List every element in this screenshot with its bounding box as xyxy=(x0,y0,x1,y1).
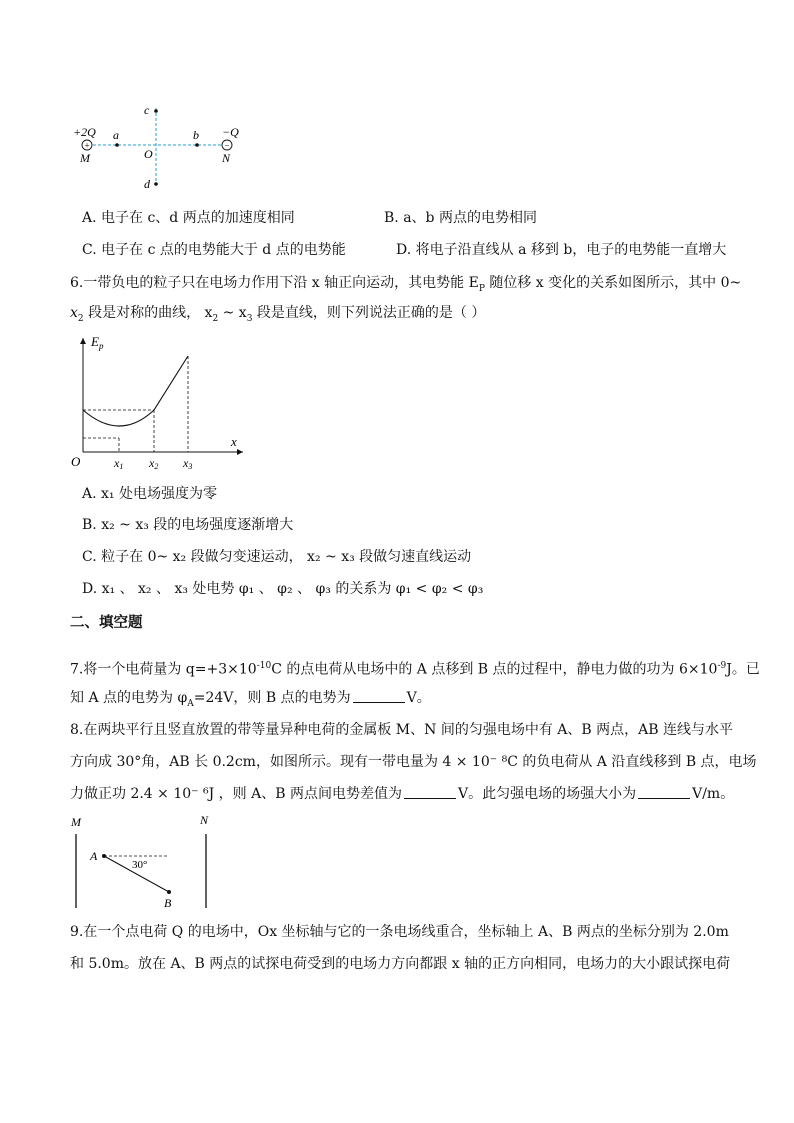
point-a-dot xyxy=(115,143,119,147)
q6-option-a: A. x₁ 处电场强度为零 xyxy=(82,486,217,502)
q6-ep-graph xyxy=(68,330,253,472)
q6-option-d: D. x₁ 、 x₂ 、 x₃ 处电势 φ₁ 、 φ₂ 、 φ₃ 的关系为 φ₁ < φ₂ < φ₃ xyxy=(82,581,484,597)
charge-n-label: −Q xyxy=(222,125,239,139)
charge-n-sign: − xyxy=(224,140,230,151)
point-a-dot xyxy=(102,854,106,858)
q7-line2-sub: A xyxy=(187,698,194,709)
label-b: B xyxy=(164,896,172,910)
q8-line3-b: V。此匀强电场的场强大小为 xyxy=(457,786,637,802)
q7-line1-sup2: -9 xyxy=(717,661,727,671)
label-a: A xyxy=(90,849,98,863)
graph-ylabel-sub: p xyxy=(98,341,104,351)
graph-xlabel: x xyxy=(231,434,237,449)
q6-stem-line1 xyxy=(70,273,741,299)
q7-line1-b: C 的点电荷从电场中的 A 点移到 B 点的过程中，静电力做的功为 6×10 xyxy=(271,661,718,678)
q6-option-b: B. x₂ ~ x₃ 段的电场强度逐渐增大 xyxy=(82,517,294,533)
q7-line1-a: 7.将一个电荷量为 q=+3×10 xyxy=(70,661,257,678)
q7-line2-b: =24V，则 B 点的电势为 xyxy=(193,690,351,706)
q9-line1: 9.在一个点电荷 Q 的电场中，Ox 坐标轴与它的一条电场线重合，坐标轴上 A、B 两点的坐标分别为 2.0m xyxy=(70,924,729,940)
q8-blank-voltage[interactable] xyxy=(404,785,456,799)
q6-stem-line1-sub: P xyxy=(478,283,485,294)
q6-stem-line2-end: 段是直线，则下列说法正确的是（ ） xyxy=(252,305,486,321)
q5-option-c: C. 电子在 c 点的电势能大于 d 点的电势能 xyxy=(82,242,346,258)
q7-line2 xyxy=(70,688,431,714)
q5-option-d: D. 将电子沿直线从 a 移到 b，电子的电势能一直增大 xyxy=(396,242,727,258)
q5-option-b: B. a、b 两点的电势相同 xyxy=(384,210,537,226)
q6-stem-line1-end: 随位移 x 变化的关系如图所示，其中 0~ xyxy=(484,275,742,291)
label-m: M xyxy=(71,815,81,829)
graph-origin: O xyxy=(71,454,81,469)
q9-line2: 和 5.0m。放在 A、B 两点的试探电荷受到的电场力方向都跟 x 轴的正方向相同，电场力的大小跟试探电荷 xyxy=(70,956,731,972)
q8-blank-field[interactable] xyxy=(638,785,690,799)
q8-line3-c: V/m。 xyxy=(692,786,735,802)
graph-x2: x xyxy=(149,456,155,470)
q8-line1: 8.在两块平行且竖直放置的带等量异种电荷的金属板 M、N 间的匀强电场中有 A、B 两点，AB 连线与水平 xyxy=(70,722,733,738)
q6-stem-line2-mid: 段是对称的曲线， x xyxy=(83,305,213,321)
q6-stem-line2-x2: x xyxy=(70,305,78,321)
graph-x2-sub: 2 xyxy=(154,462,159,471)
graph-x1-sub: 1 xyxy=(119,462,124,471)
graph-x2-label xyxy=(148,456,158,471)
fig1-charge-diagram xyxy=(70,98,260,198)
q8-line3 xyxy=(70,784,734,804)
graph-x1: x xyxy=(114,456,120,470)
graph-ylabel xyxy=(90,334,104,351)
label-o: O xyxy=(144,147,153,161)
q7-line1-c: J。已 xyxy=(726,661,760,678)
q7-answer-blank[interactable] xyxy=(353,689,405,703)
q7-line2-c: V。 xyxy=(406,690,431,706)
graph-x1-label xyxy=(113,456,123,471)
angle-label: 30° xyxy=(132,859,148,871)
label-c: c xyxy=(144,103,150,117)
point-b-dot xyxy=(195,143,199,147)
label-d: d xyxy=(144,177,150,191)
q6-stem-line2-mid2-sub: 3 xyxy=(246,313,253,324)
q6-option-c: C. 粒子在 0~ x₂ 段做匀变速运动， x₂ ~ x₃ 段做匀速直线运动 xyxy=(82,549,472,565)
q8-line3-a: 力做正功 2.4 × 10⁻ ⁶J ，则 A、B 两点间电势差值为 xyxy=(70,786,402,802)
q6-stem-line2-mid2: ~ x xyxy=(218,305,247,321)
point-d-dot xyxy=(154,182,158,186)
label-b: b xyxy=(193,128,199,142)
q5-option-a: A. 电子在 c、d 两点的加速度相同 xyxy=(82,210,295,226)
label-a: a xyxy=(113,128,119,142)
charge-m-label: +2Q xyxy=(73,125,96,139)
ep-curve xyxy=(83,356,188,426)
point-c-dot xyxy=(154,109,158,113)
point-b-dot xyxy=(167,890,171,894)
label-m: M xyxy=(80,151,90,165)
q6-stem-line1-text: 6.一带负电的粒子只在电场力作用下沿 x 轴正向运动，其电势能 E xyxy=(70,275,479,291)
q6-stem-line2-mid-sub: 2 xyxy=(212,313,219,324)
graph-ylabel-e: E xyxy=(91,334,99,349)
label-n: N xyxy=(200,813,209,827)
q6-stem-line2 xyxy=(70,303,485,329)
graph-x3: x xyxy=(183,456,189,470)
charge-m-sign: + xyxy=(84,140,90,151)
graph-x3-label xyxy=(182,456,192,471)
q8-line2: 方向成 30°角，AB 长 0.2cm，如图所示。现有一带电量为 4 × 10⁻ ⁸C 的负电荷从 A 沿直线移到 B 点，电场 xyxy=(70,754,757,770)
q6-stem-line2-x2-sub: 2 xyxy=(77,313,84,324)
graph-x3-sub: 3 xyxy=(188,462,193,471)
q7-line2-a: 知 A 点的电势为 φ xyxy=(70,690,188,706)
q8-plates-figure xyxy=(68,812,218,912)
q7-line1-sup1: -10 xyxy=(256,661,272,671)
section2-title: 二、填空题 xyxy=(70,614,143,631)
label-n: N xyxy=(222,151,231,165)
q7-line1 xyxy=(70,656,760,680)
